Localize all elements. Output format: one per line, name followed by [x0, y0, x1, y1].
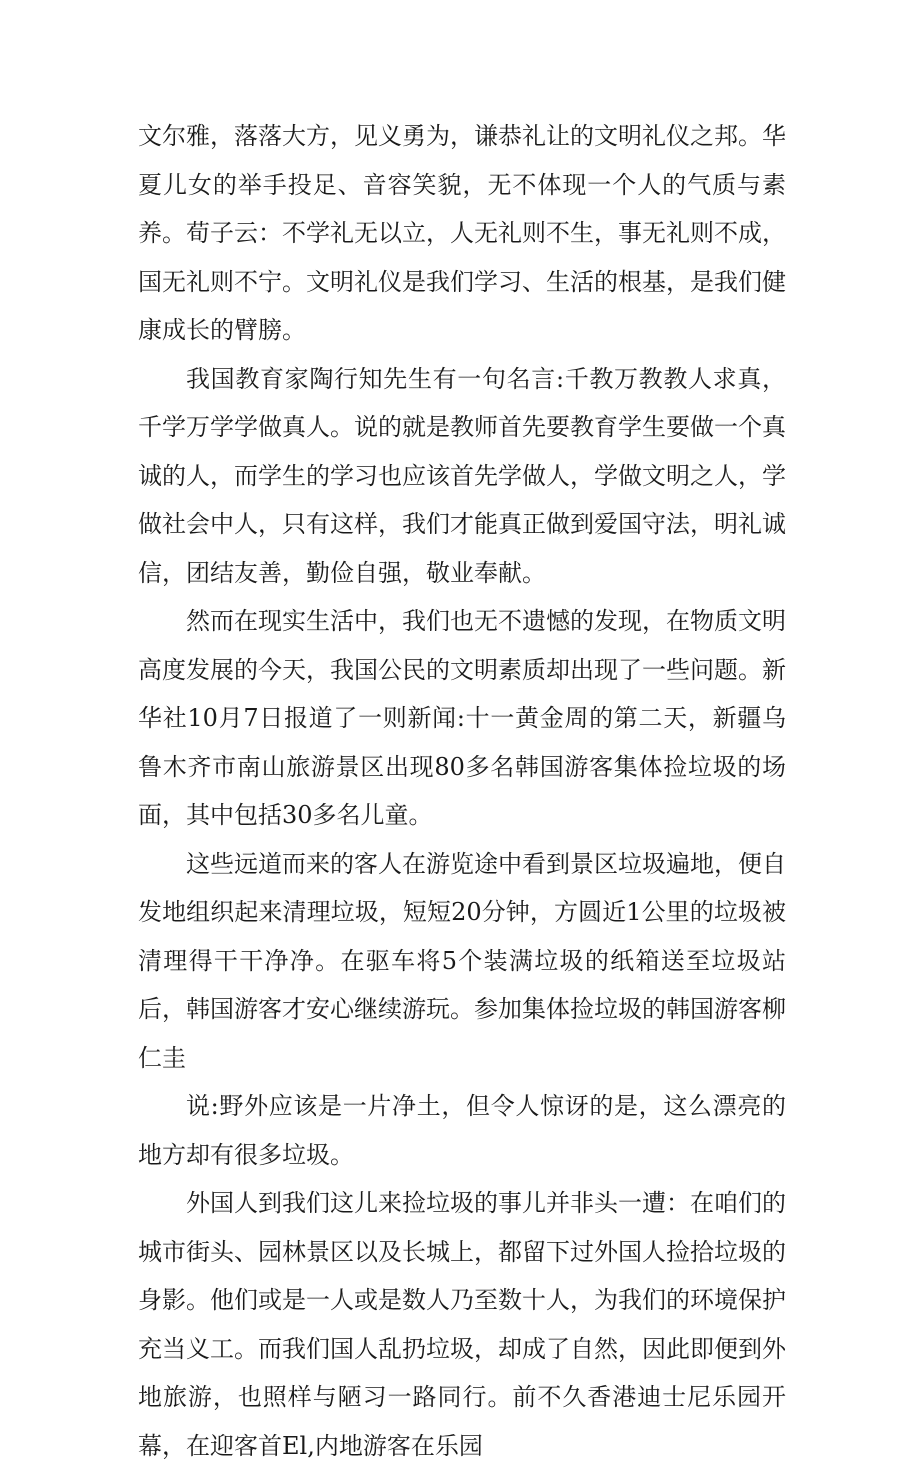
- paragraph-5: 说:野外应该是一片净土，但令人惊讶的是，这么漂亮的地方却有很多垃圾。: [138, 1092, 786, 1169]
- document-body: [138, 112, 786, 1470]
- paragraph-1: 文尔雅，落落大方，见义勇为，谦恭礼让的文明礼仪之邦。华夏儿女的举手投足、音容笑貌，无不体现一个人的气质与素养。荀子云：不学礼无以立，人无礼则不生，事无礼则不成，国无礼则不宁。文明礼仪是我们学习、生活的根基，是我们健康成长的臂膀。: [138, 122, 786, 344]
- paragraph-4: 这些远道而来的客人在游览途中看到景区垃圾遍地，便自发地组织起来清理垃圾，短短20分钟，方圆近1公里的垃圾被清理得干干净净。在驱车将5个装满垃圾的纸箱送至垃圾站后，韩国游客才安心继续游玩。参加集体捡垃圾的韩国游客柳仁圭: [138, 849, 786, 1072]
- paragraph-3: 然而在现实生活中，我们也无不遗憾的发现，在物质文明高度发展的今天，我国公民的文明素质却出现了一些问题。新华社10月7日报道了一则新闻:十一黄金周的第二天，新疆乌鲁木齐市南山旅游景区出现80多名韩国游客集体捡垃圾的场面，其中包括30多名儿童。: [138, 607, 786, 829]
- paragraph-2: 我国教育家陶行知先生有一句名言:千教万教教人求真，千学万学学做真人。说的就是教师首先要教育学生要做一个真诚的人，而学生的学习也应该首先学做人，学做文明之人，学做社会中人，只有这样，我们才能真正做到爱国守法，明礼诚信，团结友善，勤俭自强，敬业奉献。: [138, 364, 786, 587]
- paragraph-6: 外国人到我们这儿来捡垃圾的事儿并非头一遭：在咱们的城市街头、园林景区以及长城上，都留下过外国人捡拾垃圾的身影。他们或是一人或是数人乃至数十人，为我们的环境保护充当义工。而我们国人乱扔垃圾，却成了自然，因此即便到外地旅游，也照样与陋习一路同行。前不久香港迪士尼乐园开幕，在迎客首El,内地游客在乐园: [138, 1189, 786, 1460]
